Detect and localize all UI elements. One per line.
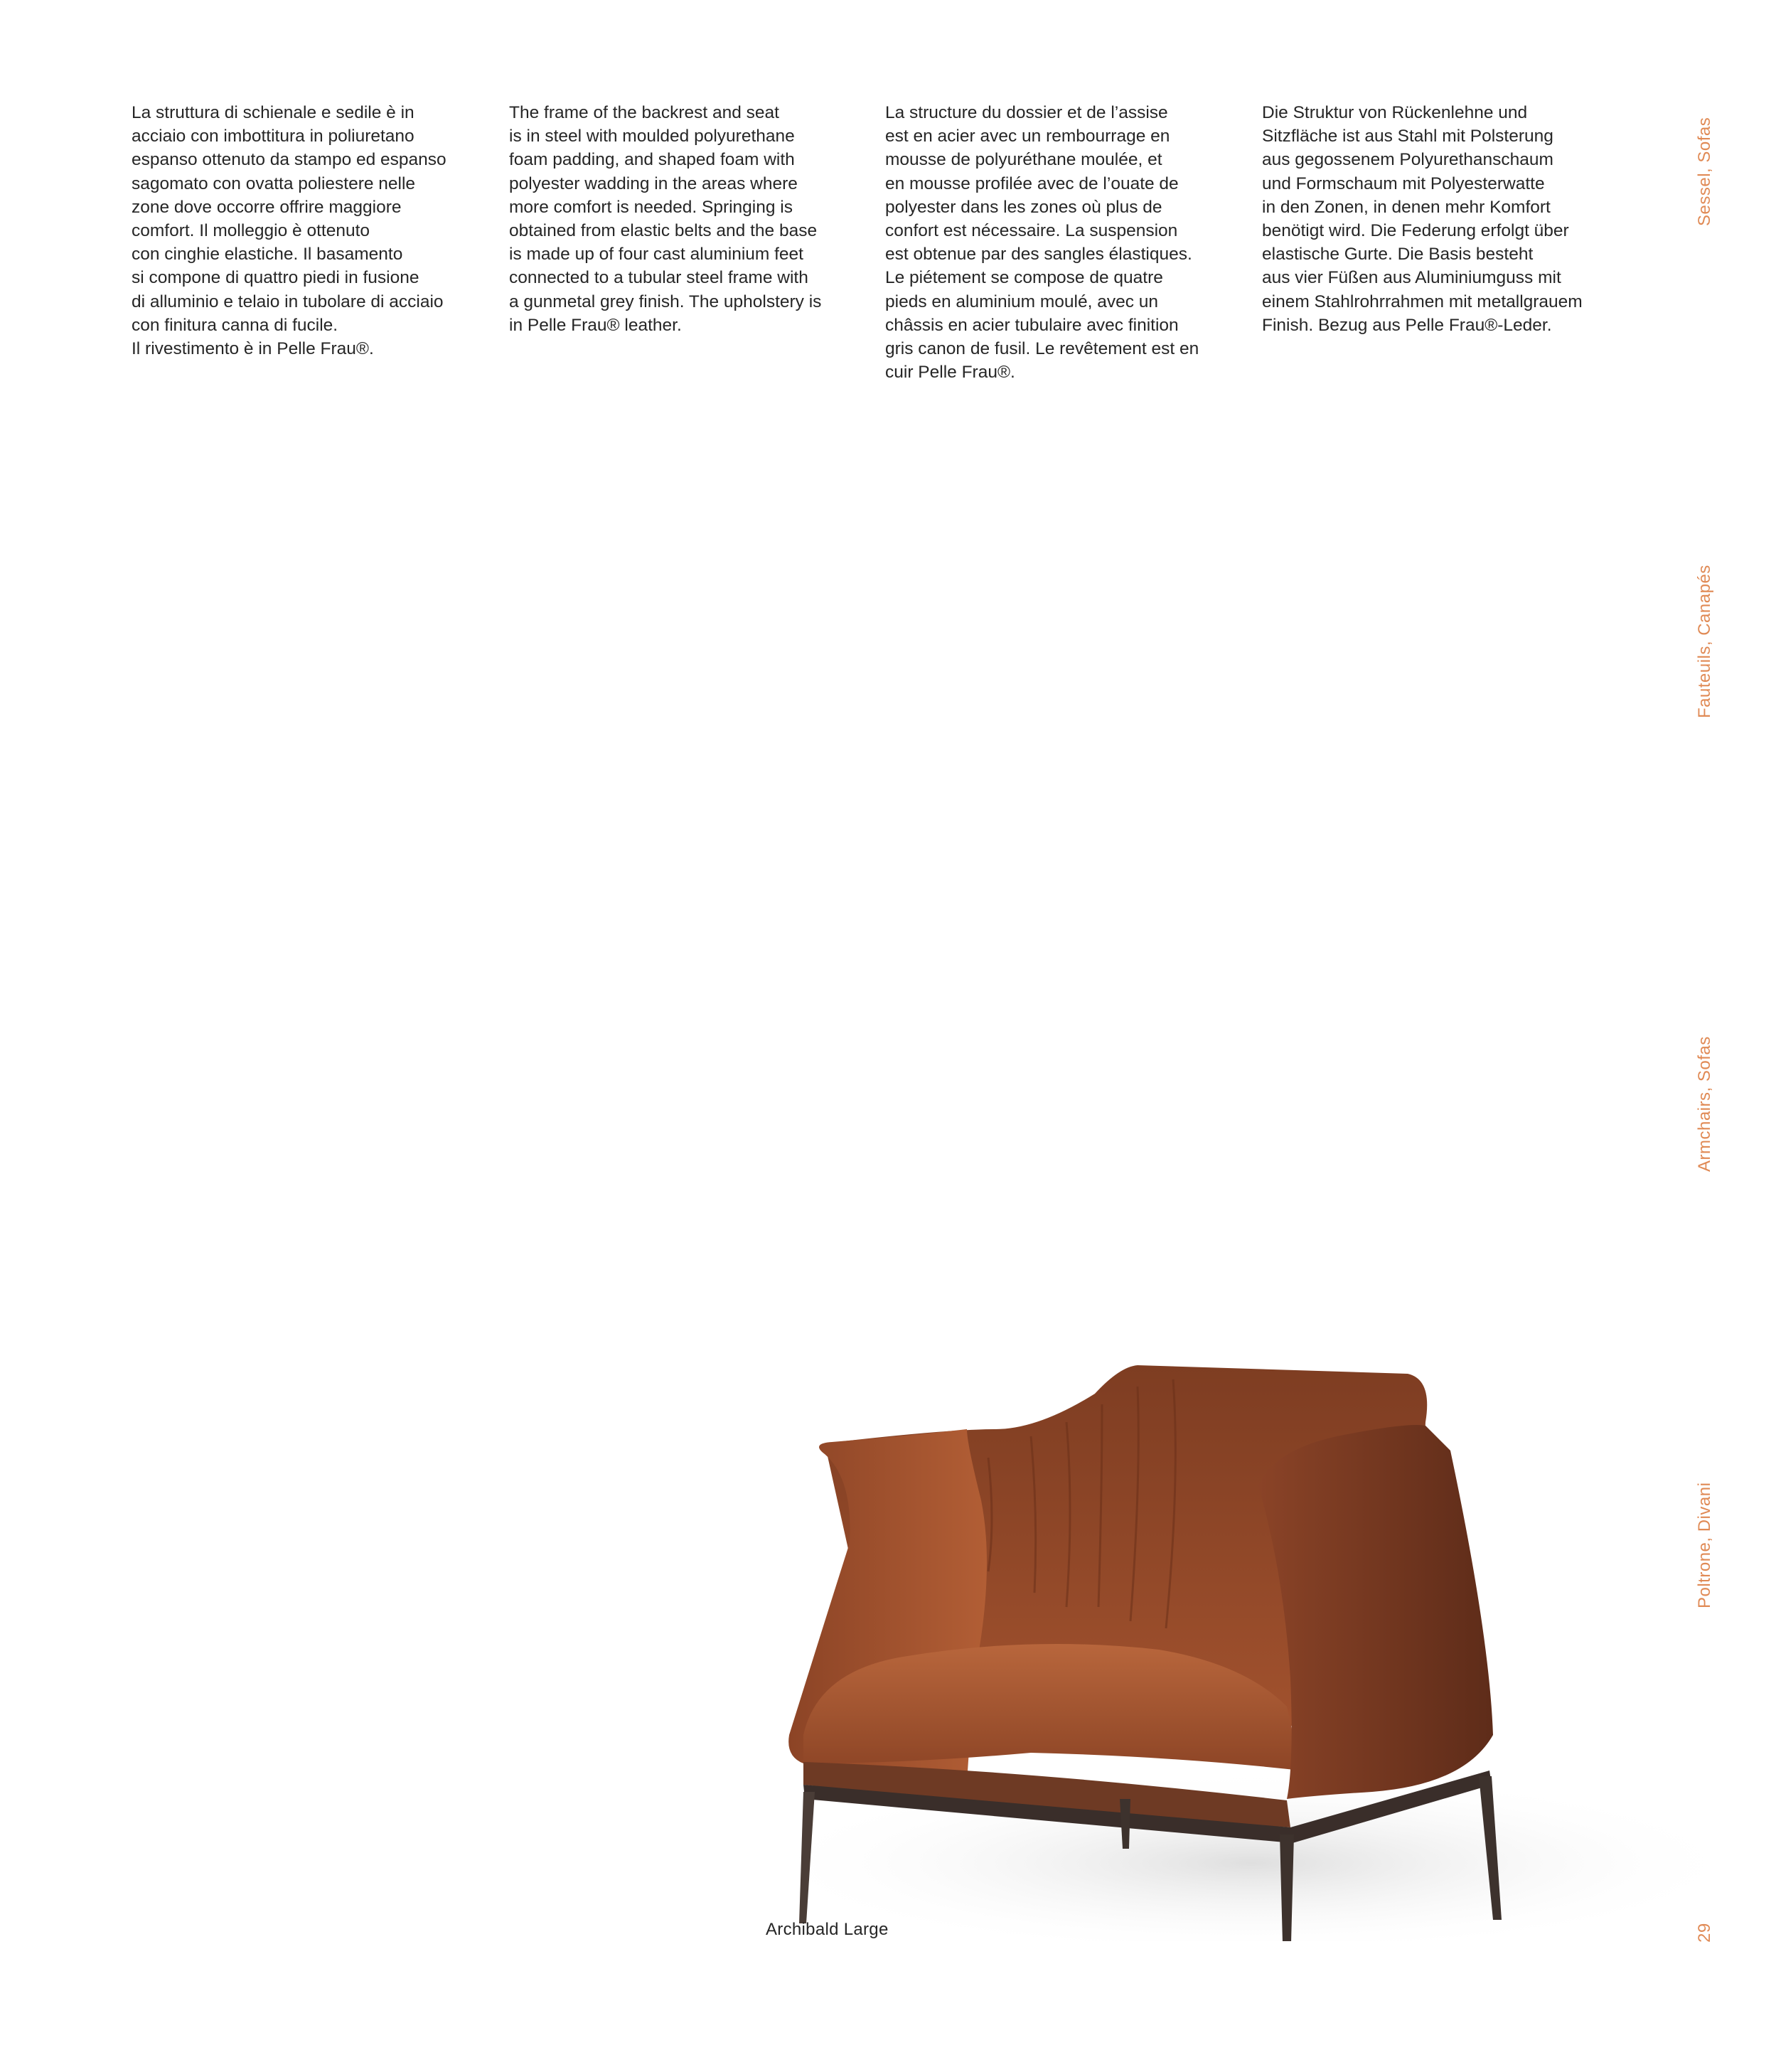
right-arm — [1258, 1425, 1493, 1799]
side-label-italian-text: Poltrone, Divani — [1695, 1482, 1714, 1608]
side-label-french-text: Fauteuils, Canapés — [1695, 565, 1714, 718]
side-label-german-text: Sessel, Sofas — [1695, 117, 1714, 226]
text-column-italian: La struttura di schienale e sedile è in acciaio con imbottitura in poliuretano espanso ottenuto da stampo ed espanso sagomato con ovatta poliestere nelle zone dove occorre offrire maggiore comfort. Il molleggio è ottenuto con cinghie elastiche. Il basamento si compone di quattro piedi in fusione di alluminio e telaio in tubolare di acciaio con finitura canna di fucile. Il rivestimento è in Pelle Frau®. — [132, 103, 446, 359]
text-column-german: Die Struktur von Rückenlehne und Sitzfläche ist aus Stahl mit Polsterung aus gegossenem Polyurethanschaum und Formschaum mit Polyesterwatte in den Zonen, in denen mehr Komfort benötigt wird. Die Federung erfolgt über elastische Gurte. Die Basis besteht aus vier Füßen aus Aluminiumguss mit einem Stahlrohrrahmen mit metallgrauem Finish. Bezug aus Pelle Frau®-Leder. — [1262, 103, 1583, 335]
page-number-text: 29 — [1695, 1923, 1714, 1943]
image-caption: Archibald Large — [766, 1920, 889, 1939]
armchair-image — [732, 1337, 1776, 1941]
side-label-english-text: Armchairs, Sofas — [1695, 1036, 1714, 1172]
text-column-french: La structure du dossier et de l’assise est en acier avec un rembourrage en mousse de polyuréthane moulée, et en mousse profilée avec de l’ouate de polyester dans les zones où plus de confort est nécessaire. La suspension est obtenue par des sangles élastiques. Le piétement se compose de quatre pieds en aluminium moulé, avec un châssis en acier tubulaire avec finition gris canon de fusil. Le revêtement est en cuir Pelle Frau®. — [885, 103, 1199, 383]
text-column-english: The frame of the backrest and seat is in steel with moulded polyurethane foam padding, and shaped foam with polyester wadding in the areas where more comfort is needed. Springing is obtained from elastic belts and the base is made up of four cast aluminium feet connected to a tubular steel frame with a gunmetal grey finish. The upholstery is in Pelle Frau® leather. — [509, 103, 822, 335]
